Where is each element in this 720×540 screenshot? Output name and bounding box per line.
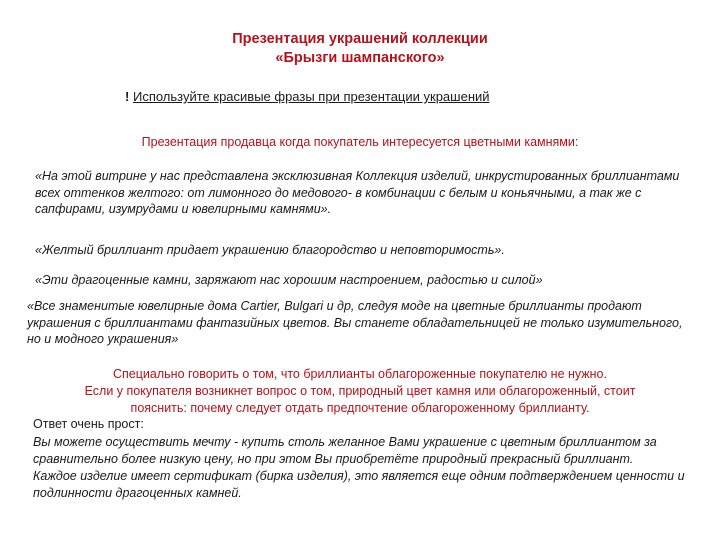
subtitle bbox=[125, 89, 490, 104]
title-line-2: «Брызги шампанского» bbox=[275, 50, 445, 66]
notice-line-2: Если у покупателя возникнет вопрос о том, природный цвет камня или облагороженный, стоит bbox=[84, 384, 636, 398]
answer-body bbox=[33, 434, 698, 502]
title-line-1: Презентация украшений коллекции bbox=[232, 31, 488, 47]
slide-title bbox=[0, 30, 720, 68]
answer-paragraph-2: Каждое изделие имеет сертификат (бирка изделия), это является еще одним подтверждением ценности и подлинности драгоценных камней. bbox=[33, 469, 685, 500]
notice-line-1: Специально говорить о том, что бриллианты облагороженные покупателю не нужно. bbox=[113, 367, 607, 381]
exclamation-mark: ! bbox=[125, 89, 130, 104]
quote-jewelry-houses: «Все знаменитые ювелирные дома Cartier, Bulgari и др, следуя моде на цветные бриллианты продают украшения с бриллиантами фантазийных цветов. Вы станете обладательницей не только изумительного, но и модного украшения» bbox=[27, 299, 683, 346]
quote-yellow-diamond: «Желтый бриллиант придает украшению благородство и неповторимость». bbox=[35, 243, 505, 257]
quote-collection: «На этой витрине у нас представлена эксклюзивная Коллекция изделий, инкрустированных бриллиантами всех оттенков желтого: от лимонного до медового- в комбинации с белым и коньячными, а так же с сапфирами, изумрудами и ювелирными камнями». bbox=[35, 169, 680, 216]
quote-mood: «Эти драгоценные камни, заряжают нас хорошим настроением, радостью и силой» bbox=[35, 273, 543, 287]
notice-line-3: пояснить: почему следует отдать предпочтение облагороженному бриллианту. bbox=[130, 401, 590, 415]
subtitle-text: Используйте красивые фразы при презентации украшений bbox=[132, 89, 490, 104]
answer-paragraph-1: Вы можете осуществить мечту - купить столь желанное Вами украшение с цветным бриллиантом за сравнительно более низкую цену, но при этом Вы приобретёте природный прекрасный бриллиант. bbox=[33, 435, 657, 466]
notice bbox=[20, 366, 700, 417]
intro-text: Презентация продавца когда покупатель интересуется цветными камнями: bbox=[141, 135, 579, 149]
answer-label: Ответ очень прост: bbox=[33, 417, 144, 431]
